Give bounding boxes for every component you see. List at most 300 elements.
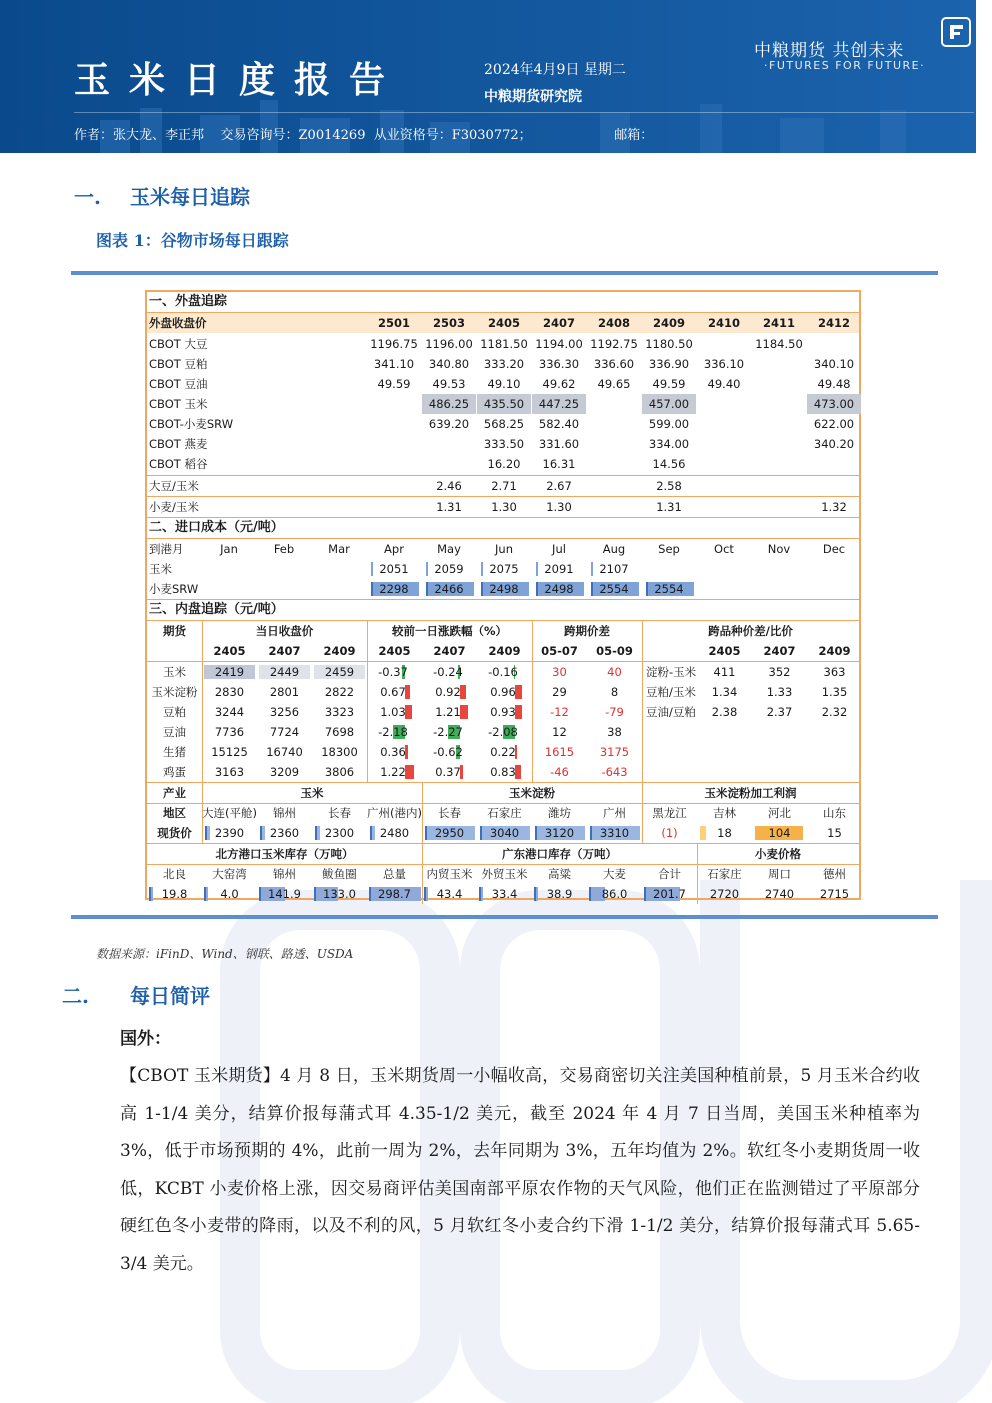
ratio-value: [422, 497, 476, 517]
cbot-price: [477, 434, 531, 454]
cbot-row: [147, 454, 859, 474]
inventory-col: [532, 864, 587, 884]
cbot-price: [642, 394, 696, 414]
cbot-price: [532, 434, 586, 454]
cbot-price-text: 336.30: [538, 356, 580, 371]
cbot-price-text: 568.25: [483, 416, 525, 431]
cbot-price: [587, 454, 641, 474]
spread-value-text: -79: [605, 704, 624, 719]
group-profit-text: 玉米淀粉加工利润: [704, 785, 797, 800]
cross-value: [752, 662, 807, 682]
cbot-price-text: 331.60: [538, 436, 580, 451]
inventory-col: [807, 864, 862, 884]
ratio-value: [697, 476, 751, 496]
cbot-price: [422, 454, 476, 474]
import-cost-text: 2498: [489, 581, 519, 596]
cbot-price: [532, 394, 586, 414]
commodity-name: [147, 434, 299, 454]
close-price: [257, 722, 312, 742]
inventory-col-text: 大窑湾: [212, 866, 247, 881]
change-pct: [422, 682, 474, 702]
close-price: [202, 742, 257, 762]
cbot-price: [807, 334, 861, 354]
arrival-month-text: Jun: [495, 541, 513, 556]
commodity-name-text: CBOT 豆油: [149, 376, 208, 391]
region-name-text: 山东: [823, 805, 846, 820]
cbot-price-text: 49.53: [432, 376, 466, 391]
inventory-value-text: 133.0: [323, 886, 356, 901]
cbot-price-text: 336.10: [703, 356, 745, 371]
cbot-price-text: 1196.00: [425, 336, 473, 351]
region-label-text: 地区: [163, 805, 186, 820]
domestic-subheader-row: [147, 641, 859, 661]
cbot-price: [587, 434, 641, 454]
contract-month-header-text: 2408: [597, 316, 630, 330]
cbot-price-text: 336.90: [648, 356, 690, 371]
contract-month-header: [807, 313, 861, 333]
change-col-text: 2407: [433, 643, 466, 658]
cbot-price: [367, 394, 421, 414]
cross-value-text: 352: [768, 664, 791, 679]
cbot-price: [477, 394, 531, 414]
close-price: [257, 682, 312, 702]
cross-value: [807, 742, 862, 762]
change-pct-text: 0.96: [490, 684, 516, 699]
ratio-value-text: 1.31: [436, 499, 462, 514]
spread-value: [532, 702, 587, 722]
cbot-price: [642, 414, 696, 434]
table-col-rule: [367, 621, 368, 782]
futures-name: [147, 702, 202, 722]
report-header: [0, 0, 976, 153]
domestic-row: [147, 742, 859, 762]
close-price-text: 2419: [214, 664, 245, 679]
ratio-value-text: 1.30: [546, 499, 572, 514]
change-pct-text: -2.08: [488, 724, 518, 739]
cross-value-text: 2.38: [711, 704, 738, 719]
region-name: [257, 803, 312, 823]
spread-value: [532, 662, 587, 682]
cbot-price: [807, 374, 861, 394]
region-name-text: 长春: [328, 805, 351, 820]
spread-value: [532, 762, 587, 782]
close-price-text: 2822: [324, 684, 355, 699]
cbot-price-text: 639.20: [428, 416, 470, 431]
close-col: [202, 641, 257, 661]
group-starch: [422, 783, 642, 803]
cross-header-text: 跨品种价差/比价: [708, 623, 793, 638]
region-name: [807, 803, 862, 823]
spot-price-text: 2300: [324, 825, 355, 840]
inventory-value: [367, 884, 422, 904]
cbot-price-text: 1181.50: [480, 336, 528, 351]
contract-month-header: [422, 313, 476, 333]
region-name: [312, 803, 367, 823]
close-price: [312, 682, 367, 702]
ratio-name: [147, 476, 299, 496]
spread-value: [587, 702, 642, 722]
spread-value-text: 40: [607, 664, 622, 679]
cbot-price-text: 49.48: [817, 376, 851, 391]
import-cost-text: 2554: [654, 581, 684, 596]
spread-value-text: 38: [607, 724, 622, 739]
contract-month-header-text: 2501: [377, 316, 410, 330]
inventory-value: [202, 884, 257, 904]
cross-value: [807, 722, 862, 742]
contract-month-header-text: 2409: [652, 316, 685, 330]
region-name-text: 黑龙江: [652, 805, 687, 820]
cbot-price-text: 1196.75: [370, 336, 418, 351]
inventory-col: [422, 864, 477, 884]
spot-price: [587, 823, 642, 843]
cbot-price: [532, 334, 586, 354]
commodity-name: [147, 454, 299, 474]
ratio-value: [532, 476, 586, 496]
change-pct: [367, 682, 419, 702]
cross-name: [644, 742, 699, 762]
cbot-price-text: 473.00: [813, 396, 855, 411]
spot-price-text: 2360: [269, 825, 300, 840]
cbot-price: [422, 414, 476, 434]
inventory-value-text: 43.4: [436, 886, 463, 901]
inventory-col-text: 内贸玉米: [426, 866, 473, 881]
cbot-price: [477, 454, 531, 474]
contract-month-header: [587, 313, 641, 333]
cbot-price: [642, 334, 696, 354]
domestic-row: [147, 762, 859, 782]
cbot-row: [147, 374, 859, 394]
contract-month-header-text: 2405: [487, 316, 520, 330]
import-cost: [369, 579, 419, 599]
cbot-price-text: 341.10: [373, 356, 415, 371]
import-cost: [479, 559, 529, 579]
spot-price-text: 15: [827, 825, 842, 840]
cbot-price: [697, 414, 751, 434]
change-pct-text: -0.62: [433, 744, 463, 759]
import-cost: [424, 559, 474, 579]
contract-month-header-text: 2410: [707, 316, 740, 330]
cbot-price-text: 49.40: [707, 376, 741, 391]
futures-header-text: 期货: [163, 623, 186, 638]
cbot-price: [532, 374, 586, 394]
ratio-value-text: 1.31: [656, 499, 682, 514]
close-price-text: 3806: [324, 764, 355, 779]
brand-slogan: ·FUTURES FOR FUTURE·: [764, 59, 926, 72]
change-pct-text: -2.27: [433, 724, 463, 739]
close-price-text: 7724: [269, 724, 300, 739]
cross-name-text: 淀粉-玉米: [646, 664, 697, 679]
spot-price-text: 3040: [489, 825, 520, 840]
ratio-name-text: 小麦/玉米: [149, 499, 199, 514]
cbot-price-text: 14.56: [652, 456, 686, 471]
figure-bottom-rule: [71, 915, 938, 919]
import-cost-text: 2075: [489, 561, 519, 576]
domestic-row: [147, 702, 859, 722]
spot-price-text: 3310: [599, 825, 630, 840]
spot-price-text: 104: [768, 825, 791, 840]
commodity-name-text: CBOT 玉米: [149, 396, 208, 411]
cbot-price-text: 16.20: [487, 456, 521, 471]
commodity-name-text: CBOT 稻谷: [149, 456, 208, 471]
inventory-col-text: 总量: [383, 866, 406, 881]
cbot-price: [752, 414, 806, 434]
cbot-price: [532, 414, 586, 434]
cbot-price: [422, 334, 476, 354]
change-pct-text: -0.37: [378, 664, 408, 679]
import-cost: [644, 579, 694, 599]
cross-value: [752, 702, 807, 722]
table-col-rule: [532, 621, 533, 782]
cbot-price: [752, 454, 806, 474]
spread-value-text: -46: [550, 764, 569, 779]
import-name: [147, 559, 209, 579]
region-name-text: 长春: [438, 805, 461, 820]
cbot-price: [807, 354, 861, 374]
figure-title: 图表 1：谷物市场每日跟踪: [96, 231, 289, 250]
close-price-text: 15125: [211, 744, 248, 759]
inventory-value: [532, 884, 587, 904]
arrival-month-text: Aug: [602, 541, 626, 556]
close-col-text: 2409: [323, 643, 356, 658]
close-price: [257, 662, 312, 682]
cbot-price: [587, 414, 641, 434]
change-pct: [422, 722, 474, 742]
futures-name: [147, 662, 202, 682]
cbot-price: [807, 414, 861, 434]
group-wheat-price: [697, 844, 859, 864]
futures-header: [147, 621, 202, 641]
cbot-price: [477, 414, 531, 434]
change-pct-text: 1.03: [380, 704, 406, 719]
close-price: [257, 702, 312, 722]
ratio-value-text: 2.67: [546, 478, 572, 493]
close-price-text: 7736: [214, 724, 245, 739]
futures-name-text: 玉米淀粉: [151, 684, 198, 699]
cbot-price: [367, 334, 421, 354]
inventory-value-text: 2720: [709, 886, 740, 901]
ratio-value: [697, 497, 751, 517]
cbot-price: [697, 454, 751, 474]
ratio-value: [752, 497, 806, 517]
close-price-text: 18300: [321, 744, 358, 759]
arrival-month: [699, 539, 749, 559]
close-price-text: 2449: [269, 664, 300, 679]
cbot-price: [367, 414, 421, 434]
inventory-value-text: 86.0: [601, 886, 628, 901]
futures-name: [147, 722, 202, 742]
spread-header: [532, 621, 642, 641]
spot-price: [202, 823, 257, 843]
cross-col: [752, 641, 807, 661]
cross-col: [697, 641, 752, 661]
arrival-month: [259, 539, 309, 559]
region-name: [587, 803, 642, 823]
group-guangdong-port-text: 广东港口库存（万吨）: [502, 846, 617, 861]
cbot-price-text: 1184.50: [755, 336, 803, 351]
import-cost: [424, 579, 474, 599]
change-pct-text: 0.22: [490, 744, 516, 759]
import-cost: [589, 559, 639, 579]
cross-value-text: 1.34: [711, 684, 738, 699]
commodity-name: [147, 334, 299, 354]
inventory-col-text: 北良: [163, 866, 186, 881]
cross-value-text: 363: [823, 664, 846, 679]
ratio-row: [147, 476, 859, 496]
cbot-price-text: 1180.50: [645, 336, 693, 351]
close-price: [202, 722, 257, 742]
close-header: [202, 621, 367, 641]
arrival-month-text: Nov: [767, 541, 791, 556]
inventory-col: [587, 864, 642, 884]
cbot-price-text: 622.00: [813, 416, 855, 431]
import-cost-text: 2466: [434, 581, 464, 596]
domestic-row: [147, 662, 859, 682]
spread-value: [587, 762, 642, 782]
inventory-col: [477, 864, 532, 884]
inventory-col: [367, 864, 422, 884]
arrival-month-text: Mar: [328, 541, 350, 556]
commodity-name: [147, 374, 299, 394]
group-corn-text: 玉米: [300, 785, 324, 800]
change-pct-text: -2.18: [378, 724, 408, 739]
cbot-price: [697, 394, 751, 414]
cbot-price: [642, 434, 696, 454]
change-pct: [477, 762, 529, 782]
arrival-month-text: Jan: [220, 541, 238, 556]
arrival-month: [369, 539, 419, 559]
inventory-value: [257, 884, 312, 904]
region-name-text: 锦州: [273, 805, 296, 820]
inventory-value: [147, 884, 202, 904]
section-header-row: [147, 518, 859, 538]
close-price-text: 3256: [269, 704, 300, 719]
region-name: [532, 803, 587, 823]
commodity-name-text: CBOT 燕麦: [149, 436, 208, 451]
table-section-title: 三、内盘追踪（元/吨）: [149, 601, 284, 617]
spread-value: [587, 722, 642, 742]
cross-name-text: 豆油/豆粕: [646, 704, 696, 719]
table-col-rule: [202, 621, 203, 782]
cbot-row: [147, 334, 859, 354]
close-price: [202, 762, 257, 782]
contract-month-header-text: 2407: [542, 316, 575, 330]
import-name: [147, 579, 209, 599]
cbot-price: [422, 394, 476, 414]
ratio-value: [367, 497, 421, 517]
inventory-value: [807, 884, 862, 904]
ratio-value-text: 2.58: [656, 478, 682, 493]
industry-label-text: 产业: [163, 785, 186, 800]
change-pct: [367, 742, 419, 762]
cbot-price-text: 447.25: [538, 396, 580, 411]
close-price-text: 2459: [324, 664, 355, 679]
report-date: 2024年4月9日 星期二: [484, 62, 626, 78]
arrival-month: [589, 539, 639, 559]
commodity-name-text: CBOT 豆粕: [149, 356, 208, 371]
region-name-text: 吉林: [713, 805, 736, 820]
cross-value: [697, 762, 752, 782]
group-guangdong-port: [422, 844, 697, 864]
region-name: [422, 803, 477, 823]
change-pct: [367, 762, 419, 782]
change-pct-text: 1.22: [380, 764, 406, 779]
cross-value: [697, 662, 752, 682]
cbot-price: [697, 354, 751, 374]
spread-value-text: -12: [550, 704, 569, 719]
close-col-text: 2405: [213, 643, 246, 658]
cross-value: [807, 702, 862, 722]
cbot-price: [697, 434, 751, 454]
figure-top-rule: [71, 271, 938, 275]
spot-price: [752, 823, 807, 843]
spot-label-text: 现货价: [157, 825, 192, 840]
table-col-rule: [697, 844, 698, 904]
section-title: 每日简评: [130, 984, 210, 1008]
cross-value: [697, 722, 752, 742]
close-col-text: 2407: [268, 643, 301, 658]
import-cost-row: [147, 559, 859, 579]
close-price-text: 2801: [269, 684, 300, 699]
inventory-value-text: 141.9: [268, 886, 301, 901]
spread-value-text: 12: [552, 724, 567, 739]
spread-col-text: 05-09: [596, 643, 633, 658]
table-col-rule: [422, 783, 423, 843]
change-pct: [367, 702, 419, 722]
author-info: 作者：张大龙、李正邦 交易咨询号：Z0014269 从业资格号：F3030772； 邮箱：: [74, 128, 654, 143]
spot-price: [697, 823, 752, 843]
futures-name: [147, 762, 202, 782]
contract-month-header-text: 2503: [432, 316, 465, 330]
region-name: [477, 803, 532, 823]
arrival-month-text: Feb: [273, 541, 295, 556]
cbot-price-text: 340.20: [813, 436, 855, 451]
region-name-text: 潍坊: [548, 805, 571, 820]
cross-value-text: 1.35: [821, 684, 848, 699]
subsection-title: 国外：: [120, 1029, 171, 1049]
contract-month-header: [367, 313, 421, 333]
cbot-price: [532, 454, 586, 474]
close-price: [257, 742, 312, 762]
region-row: [147, 803, 859, 823]
close-price: [202, 662, 257, 682]
change-pct: [422, 662, 474, 682]
arrival-month: [809, 539, 859, 559]
spot-price-text: 2480: [379, 825, 410, 840]
close-header-text: 当日收盘价: [255, 623, 314, 638]
inventory-col-text: 德州: [823, 866, 846, 881]
cbot-price-text: 1192.75: [590, 336, 638, 351]
import-cost: [534, 559, 584, 579]
inventory-col-text: 高粱: [548, 866, 571, 881]
cross-value: [807, 682, 862, 702]
change-pct-text: 0.37: [435, 764, 461, 779]
ratio-value: [807, 476, 861, 496]
arrival-month-text: May: [437, 541, 461, 556]
region-name-text: 石家庄: [487, 805, 522, 820]
inventory-value-text: 298.7: [378, 886, 411, 901]
cross-col-text: 2409: [818, 643, 851, 658]
cross-value: [697, 742, 752, 762]
cbot-price: [752, 374, 806, 394]
import-cost-text: 2554: [599, 581, 629, 596]
cross-value: [752, 682, 807, 702]
spread-value: [532, 722, 587, 742]
arrival-month: [204, 539, 254, 559]
row-label: [147, 539, 203, 559]
arrival-month: [424, 539, 474, 559]
spread-value-text: 1615: [544, 744, 575, 759]
change-col: [422, 641, 477, 661]
